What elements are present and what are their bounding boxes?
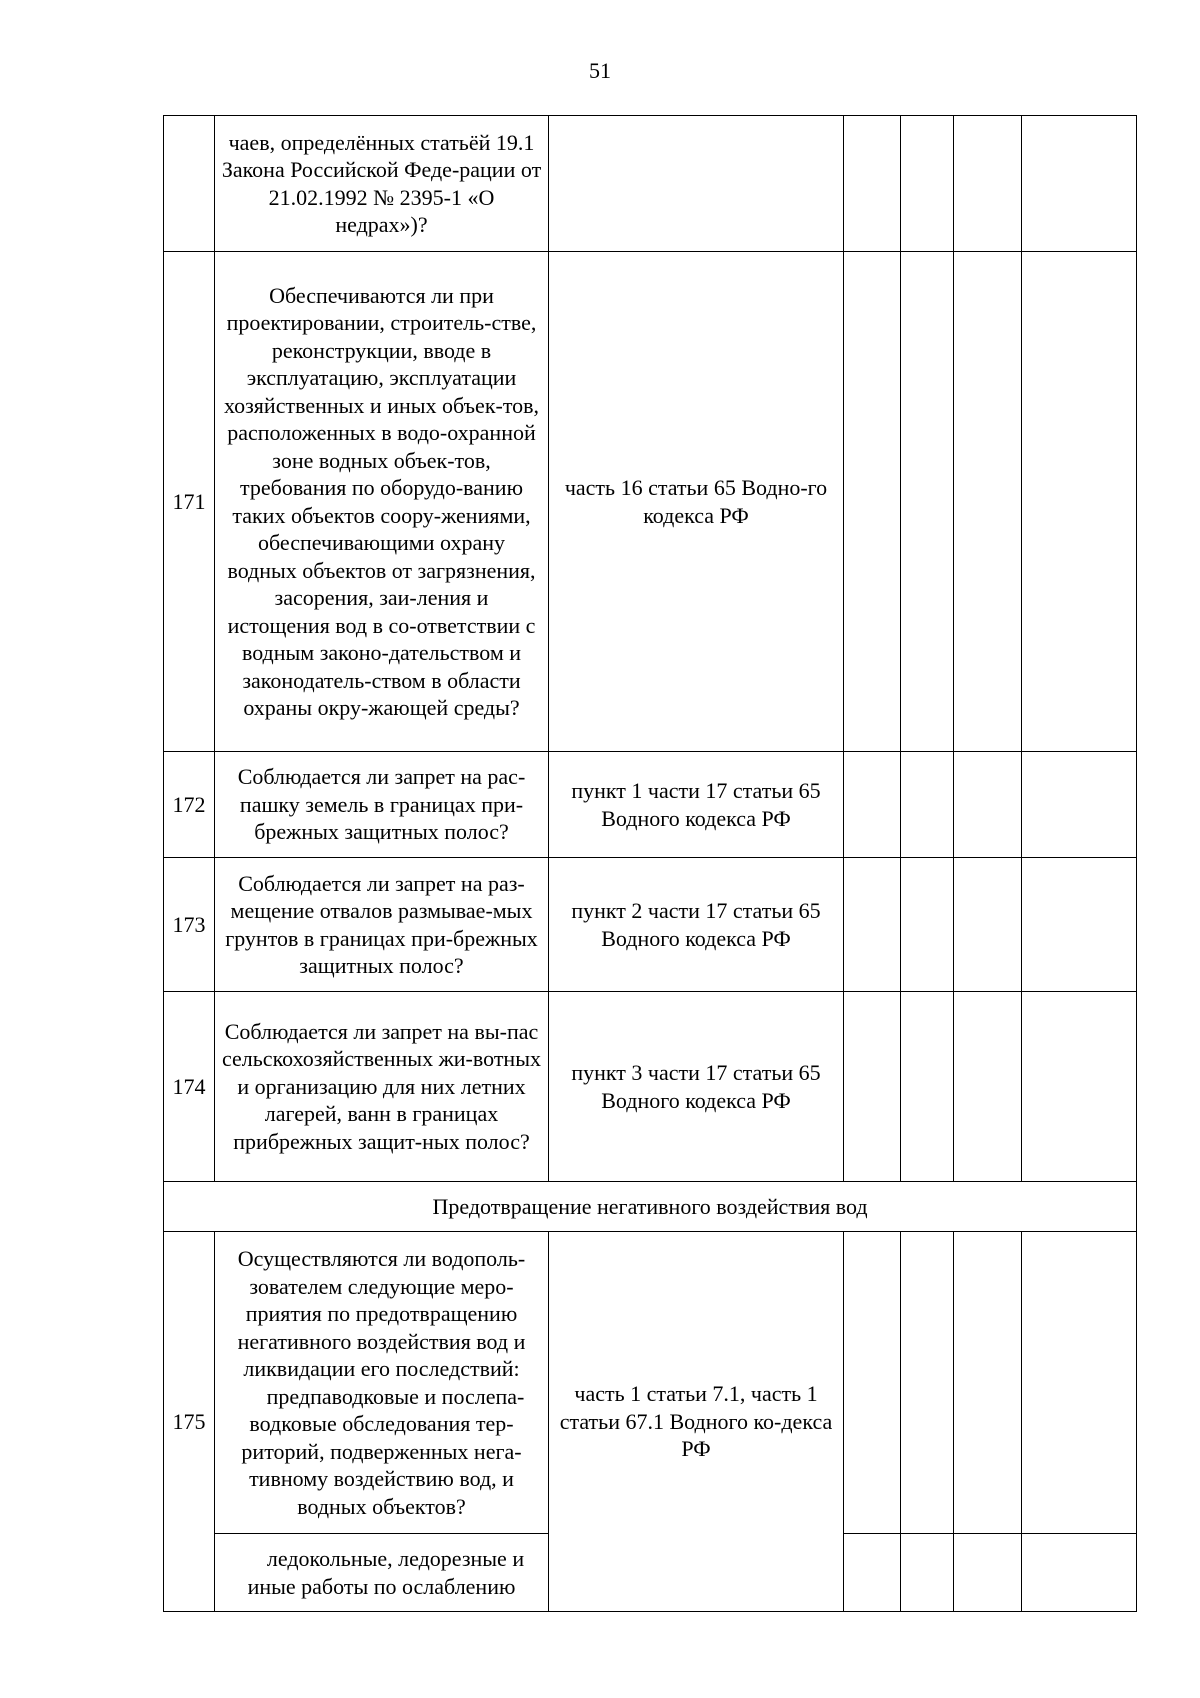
row-number: [164, 116, 215, 252]
question-cell: Соблюдается ли запрет на рас-пашку земель в границах при-брежных защитных полос?: [215, 752, 549, 858]
question-item: предпаводковые и послепа-водковые обследования тер-риторий, подверженных нега-тивному воздействию вод, и водных объектов?: [241, 1383, 525, 1519]
table-row: [164, 992, 1137, 1182]
answer-na-cell: [954, 858, 1022, 992]
law-reference-cell: [549, 116, 844, 252]
row-number: 172: [164, 752, 215, 858]
law-reference-cell: пункт 3 части 17 статьи 65 Водного кодекса РФ: [549, 992, 844, 1182]
table-row: [164, 858, 1137, 992]
law-reference-cell: часть 16 статьи 65 Водно-го кодекса РФ: [549, 252, 844, 752]
table-row: [164, 1232, 1137, 1534]
notes-cell: [1022, 858, 1137, 992]
question-cell: [215, 1534, 549, 1612]
row-number: 174: [164, 992, 215, 1182]
question-item: ледокольные, ледорезные и иные работы по ослаблению: [247, 1546, 525, 1599]
section-title: Предотвращение негативного воздействия вод: [164, 1182, 1137, 1232]
answer-yes-cell: [844, 1534, 901, 1612]
row-number: 175: [164, 1232, 215, 1612]
table-row: [164, 252, 1137, 752]
answer-na-cell: [954, 992, 1022, 1182]
question-cell: Обеспечиваются ли при проектировании, строитель-стве, реконструкции, вводе в эксплуатацию, эксплуатации хозяйственных и иных объек-тов, расположенных в водо-охранной зоне водных объек-тов, требования по оборудо-ванию таких объектов соору-жениями, обеспечивающими охрану водных объектов от загрязнения, засорения, заи-ления и истощения вод в со-ответствии с водным законо-дательством и законодатель-ством в области охраны окру-жающей среды?: [215, 252, 549, 752]
notes-cell: [1022, 992, 1137, 1182]
question-cell: Соблюдается ли запрет на вы-пас сельскохозяйственных жи-вотных и организацию для них летних лагерей, ванн в границах прибрежных защит-ных полос?: [215, 992, 549, 1182]
section-header-row: [164, 1182, 1137, 1232]
answer-yes-cell: [844, 1232, 901, 1534]
answer-no-cell: [901, 116, 954, 252]
question-cell: Соблюдается ли запрет на раз-мещение отвалов размывае-мых грунтов в границах при-брежных защитных полос?: [215, 858, 549, 992]
answer-na-cell: [954, 752, 1022, 858]
answer-no-cell: [901, 252, 954, 752]
notes-cell: [1022, 252, 1137, 752]
notes-cell: [1022, 1232, 1137, 1534]
checklist-table: [163, 115, 1137, 1612]
answer-na-cell: [954, 116, 1022, 252]
answer-na-cell: [954, 1232, 1022, 1534]
law-reference-cell: пункт 2 части 17 статьи 65 Водного кодекса РФ: [549, 858, 844, 992]
row-number: 173: [164, 858, 215, 992]
law-reference-cell: часть 1 статьи 7.1, часть 1 статьи 67.1 Водного ко-декса РФ: [549, 1232, 844, 1612]
notes-cell: [1022, 752, 1137, 858]
answer-na-cell: [954, 252, 1022, 752]
question-cell: [215, 1232, 549, 1534]
table-row: [164, 752, 1137, 858]
answer-yes-cell: [844, 752, 901, 858]
law-reference-cell: пункт 1 части 17 статьи 65 Водного кодекса РФ: [549, 752, 844, 858]
notes-cell: [1022, 116, 1137, 252]
notes-cell: [1022, 1534, 1137, 1612]
answer-yes-cell: [844, 992, 901, 1182]
answer-no-cell: [901, 752, 954, 858]
answer-no-cell: [901, 1534, 954, 1612]
question-cell: чаев, определённых статьёй 19.1 Закона Российской Феде-рации от 21.02.1992 № 2395-1 «О недрах»)?: [215, 116, 549, 252]
answer-no-cell: [901, 992, 954, 1182]
answer-yes-cell: [844, 858, 901, 992]
page-number: 51: [589, 58, 611, 83]
answer-no-cell: [901, 858, 954, 992]
question-intro: Осуществляются ли водополь-зователем следующие меро-приятия по предотвращению негативного воздействия вод и ликвидации его последствий:: [237, 1246, 526, 1381]
table-row: [164, 116, 1137, 252]
answer-yes-cell: [844, 116, 901, 252]
answer-na-cell: [954, 1534, 1022, 1612]
answer-no-cell: [901, 1232, 954, 1534]
answer-yes-cell: [844, 252, 901, 752]
row-number: 171: [164, 252, 215, 752]
